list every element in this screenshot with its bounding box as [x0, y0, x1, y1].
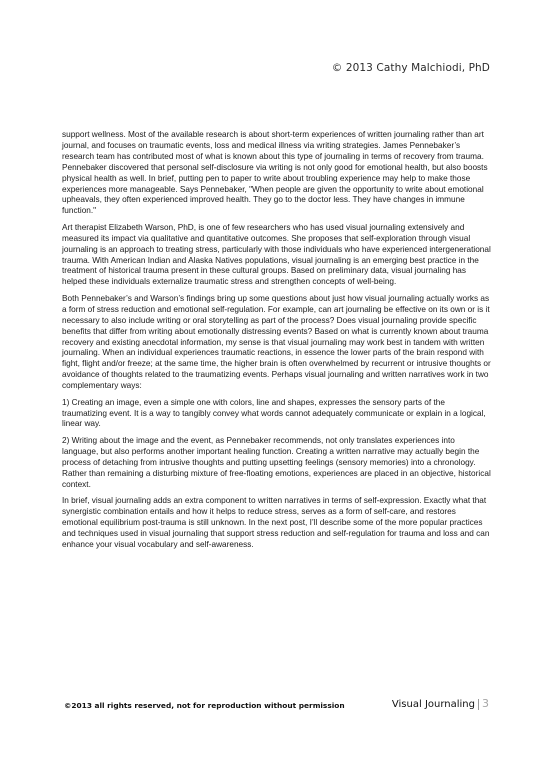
footer-title: Visual Journaling [391, 699, 475, 710]
footer-title-block [392, 697, 489, 710]
paragraph: Both Pennebaker’s and Warson’s findings bring up some questions about just how visual journaling actually works as a form of stress reduction and emotional self-regulation. For example, can art journaling be effective on its own or is it necessary to also include writing or oral storytelling as part of the process? Does visual journaling provide specific benefits that differ from writing about emotionally distressing events? Based on what is currently known about trauma recovery and existing anecdotal information, my sense is that visual journaling may work best in tandem with written journaling. When an individual experiences traumatic reactions, in essence the lower parts of the brain respond with fight, flight and/or freeze; at the same time, the higher brain is often overwhelmed by recurrent or intrusive thoughts or avoidance of thoughts related to the traumatizing events. Perhaps visual journaling and written narratives work in two complementary ways: [62, 293, 491, 391]
paragraph: support wellness. Most of the available research is about short-term experiences of written journaling rather than art journal, and focuses on traumatic events, loss and medical illness via writing strategies. James Pennebaker’s research team has contributed most of what is known about this type of journaling in terms of recovery from trauma. Pennebaker discovered that personal self-disclosure via writing is not only good for emotional health, but also boosts physical health as well. In brief, putting pen to paper to write about troubling experience may help to make those experiences more manageable. Says Pennebaker, "When people are given the opportunity to write about emotional upheavals, they often experienced improved health. They go to the doctor less. They have changes in immune function." [62, 130, 488, 216]
header-credit: © 2013 Cathy Malchiodi, PhD [331, 62, 490, 74]
footer-divider [478, 699, 479, 710]
paragraph: 1) Creating an image, even a simple one with colors, line and shapes, expresses the sensory parts of the traumatizing event. It is a way to tangibly convey what words cannot adequately communicate or explain in a logical, linear way. [62, 397, 486, 429]
footer-copyright: ©2013 all rights reserved, not for reproduction without permission [64, 701, 345, 710]
page-number: 3 [482, 697, 489, 710]
paragraph: Art therapist Elizabeth Warson, PhD, is one of few researchers who has used visual journaling extensively and measured its impact via qualitative and quantitative outcomes. She proposes that self-exploration through visual journaling is an approach to treating stress, particularly with those individuals who have experienced intergenerational trauma. With American Indian and Alaska Natives populations, visual journaling is an emerging best practice in the treatment of historical trauma present in these cultural groups. Based on preliminary data, visual journaling has helped these individuals externalize traumatic stress and strengthen concepts of well-being. [62, 222, 491, 287]
article-body [62, 130, 492, 556]
paragraph: In brief, visual journaling adds an extra component to written narratives in terms of self-expression. Exactly what that synergistic combination entails and how it helps to reduce stress, serves as a form of self-care, and restores emotional equilibrium post-trauma is still unknown. In the next post, I’ll describe some of the more popular practices and techniques used in visual journaling that support stress reduction and self-regulation for trauma and loss and can enhance your visual vocabulary and self-awareness. [62, 496, 490, 549]
paragraph: 2) Writing about the image and the event, as Pennebaker recommends, not only translates experiences into language, but also performs another important healing function. Creating a written narrative may actually begin the process of detaching from intrusive thoughts and putting upsetting feelings (sensory memories) into a chronology. Rather than remaining a disturbing mixture of free-floating emotions, experiences are placed in an objective, historical context. [62, 435, 491, 489]
